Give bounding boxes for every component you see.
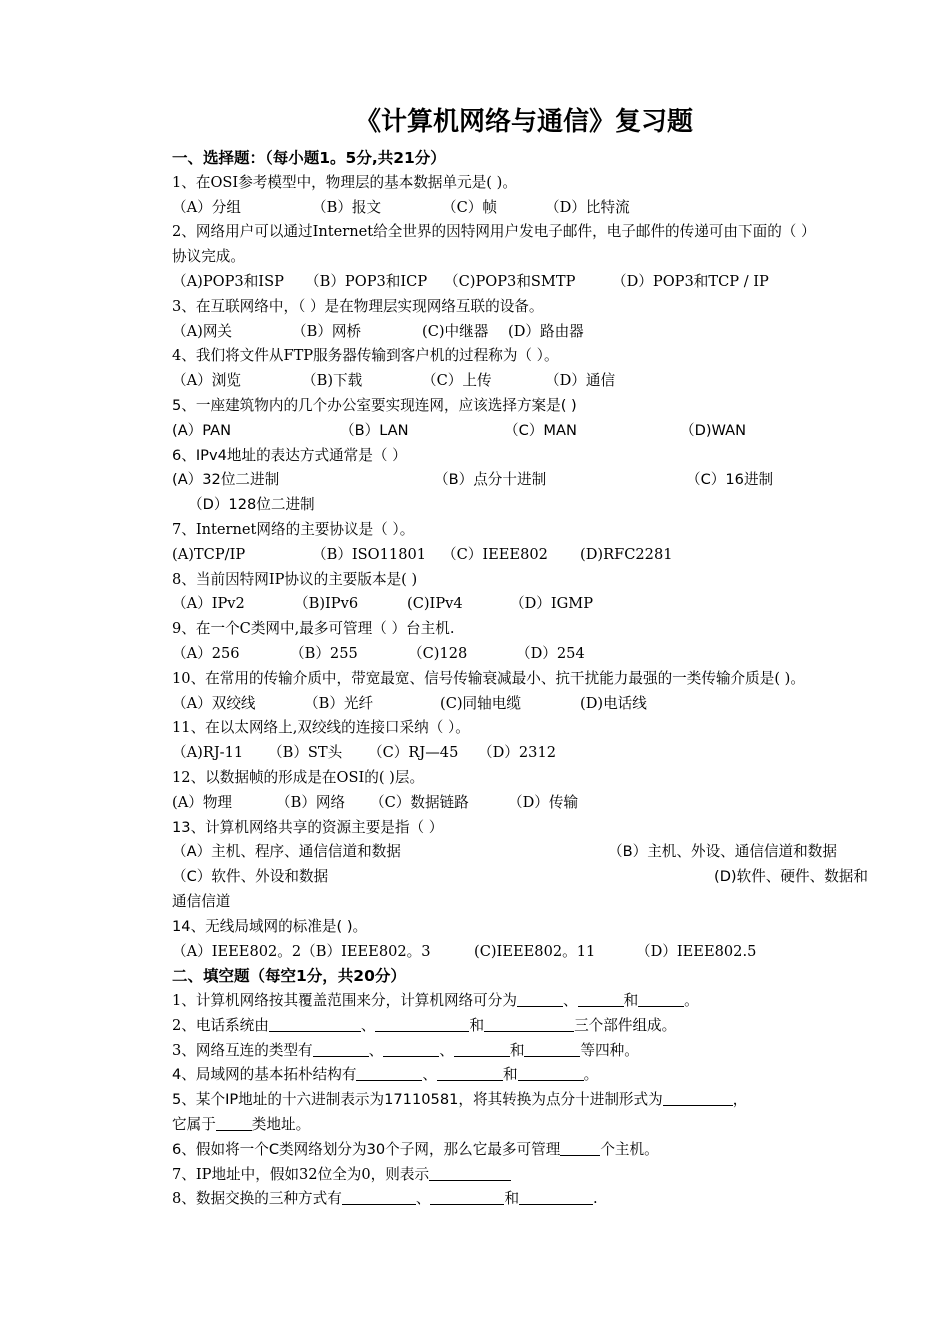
answer-blank[interactable] — [519, 1188, 593, 1205]
option-c: （C）IEEE802 — [442, 545, 548, 563]
option-b: （B）ST头 — [268, 744, 343, 762]
fill-8: 8、数据交换的三种方式有 、 和 . — [172, 1190, 598, 1208]
fill-6: 6、假如将一个C类网络划分为30个子网，那么它最多可管理 个主机。 — [172, 1140, 659, 1158]
option-d: （D）IGMP — [510, 595, 594, 613]
option-c: (C)IEEE802。11 — [474, 942, 596, 960]
option-c: （C）MAN — [504, 421, 577, 439]
question-2-options — [172, 270, 912, 295]
question-13-options-row2 — [172, 865, 912, 890]
question-2-cont: 协议完成。 — [172, 248, 245, 266]
option-c: (C)中继器 — [422, 322, 489, 340]
answer-blank[interactable] — [518, 1064, 584, 1081]
option-d: （D）比特流 — [545, 198, 630, 216]
option-b: （B）255 — [290, 644, 358, 662]
answer-blank[interactable] — [269, 1015, 361, 1032]
option-b: （B）网桥 — [292, 322, 362, 340]
option-b: （B）报文 — [312, 198, 382, 216]
option-d: （D）POP3和TCP / IP — [612, 272, 769, 290]
question-8-options — [172, 592, 912, 617]
question-3-options — [172, 320, 912, 345]
option-b: （B）点分十进制 — [434, 471, 547, 489]
fill-4: 4、局域网的基本拓朴结构有 、 和 。 — [172, 1066, 599, 1084]
section-heading-choice: 一、选择题：（每小题1。5分,共21分） — [172, 149, 446, 167]
option-a: （A）主机、程序、通信信道和数据 — [172, 843, 401, 861]
answer-blank[interactable] — [313, 1040, 369, 1057]
answer-blank[interactable] — [638, 990, 684, 1007]
question-8: 8、当前因特网IP协议的主要版本是( ) — [172, 570, 418, 588]
fill-5-cont: 它属于 类地址。 — [172, 1116, 311, 1134]
answer-blank[interactable] — [484, 1015, 574, 1032]
question-5-options — [172, 419, 912, 444]
question-6: 6、IPv4地址的表达方式通常是（ ） — [172, 446, 407, 464]
option-d: (D)软件、硬件、数据和 — [714, 868, 868, 886]
option-d: （D）128位二进制 — [188, 496, 315, 514]
option-b: （B）网络 — [276, 793, 346, 811]
option-b: （B）POP3和ICP — [305, 272, 428, 290]
option-b: （B)IPv6 — [294, 595, 359, 613]
option-c: （C)128 — [408, 644, 468, 662]
option-a: （A）分组 — [172, 198, 241, 216]
option-c: （C）软件、外设和数据 — [172, 868, 329, 886]
question-9-options — [172, 642, 912, 667]
question-7-options — [172, 543, 912, 568]
question-14: 14、无线局域网的标准是( )。 — [172, 917, 368, 935]
option-b: （B）ISO11801 — [312, 545, 427, 563]
option-c: (C)IPv4 — [407, 595, 463, 613]
option-a: （A）IPv2 — [172, 595, 245, 613]
option-a: （A）浏览 — [172, 372, 241, 390]
answer-blank[interactable] — [454, 1040, 510, 1057]
option-d: （D)WAN — [680, 421, 747, 439]
question-3: 3、在互联网络中，（ ）是在物理层实现网络互联的设备。 — [172, 297, 544, 315]
question-14-options — [172, 940, 912, 965]
page-title: 《计算机网络与通信》复习题 — [355, 107, 694, 137]
question-6-options-cont — [172, 493, 912, 518]
fill-5: 5、某个IP地址的十六进制表示为17110581，将其转换为点分十进制形式为 ， — [172, 1091, 748, 1109]
answer-blank[interactable] — [375, 1015, 469, 1032]
question-6-options — [172, 468, 912, 493]
option-a: （A）双绞线 — [172, 694, 256, 712]
option-a: （A)网关 — [172, 322, 233, 340]
question-5: 5、一座建筑物内的几个办公室要实现连网，应该选择方案是( ) — [172, 396, 577, 414]
option-a: (A）物理 — [172, 793, 233, 811]
question-10: 10、在常用的传输介质中，带宽最宽、信号传输衰减最小、抗干扰能力最强的一类传输介质是( )。 — [172, 669, 805, 687]
answer-blank[interactable] — [216, 1114, 252, 1131]
answer-blank[interactable] — [517, 990, 563, 1007]
option-a: （A)RJ-11 — [172, 744, 244, 762]
option-a: (A)TCP/IP — [172, 545, 246, 563]
option-c: (C)同轴电缆 — [440, 694, 521, 712]
answer-blank[interactable] — [356, 1064, 422, 1081]
question-9: 9、在一个C类网中,最多可管理（ ）台主机. — [172, 620, 455, 638]
option-c: （C)POP3和SMTP — [444, 272, 576, 290]
answer-blank[interactable] — [383, 1040, 439, 1057]
question-1: 1、在OSI参考模型中，物理层的基本数据单元是( )。 — [172, 173, 517, 191]
answer-blank[interactable] — [663, 1089, 733, 1106]
answer-blank[interactable] — [578, 990, 624, 1007]
option-d: （D）254 — [516, 644, 585, 662]
fill-3: 3、网络互连的类型有 、 、 和 等四种。 — [172, 1041, 639, 1059]
option-a-b: （A）IEEE802。2（B）IEEE802。3 — [172, 942, 431, 960]
question-10-options — [172, 692, 912, 717]
option-d: （D）2312 — [478, 744, 557, 762]
option-c: （C）上传 — [422, 372, 492, 390]
question-13-options-wrap: 通信信道 — [172, 892, 231, 910]
answer-blank[interactable] — [342, 1188, 416, 1205]
question-7: 7、Internet网络的主要协议是（ ）。 — [172, 520, 415, 538]
section-heading-fill: 二、填空题（每空1分，共20分） — [172, 967, 406, 986]
question-12: 12、以数据帧的形成是在OSI的( )层。 — [172, 768, 425, 786]
option-c: （C）数据链路 — [370, 793, 469, 811]
fill-7: 7、IP地址中，假如32位全为0，则表示 — [172, 1163, 912, 1188]
option-d: （D）IEEE802.5 — [636, 942, 757, 960]
option-a: （A)POP3和ISP — [172, 272, 284, 290]
option-d: (D)RFC2281 — [580, 545, 673, 563]
question-1-options — [172, 196, 912, 221]
answer-blank[interactable] — [430, 1188, 504, 1205]
question-13-options-row1 — [172, 840, 912, 865]
option-a: （A）256 — [172, 644, 240, 662]
question-4: 4、我们将文件从FTP服务器传输到客户机的过程称为（ ）。 — [172, 347, 559, 365]
answer-blank[interactable] — [437, 1064, 503, 1081]
option-a: (A）PAN — [172, 421, 232, 439]
option-c: （C）帧 — [442, 198, 497, 216]
option-b: （B）主机、外设、通信信道和数据 — [608, 843, 837, 861]
question-11-options — [172, 741, 912, 766]
question-13: 13、计算机网络共享的资源主要是指（ ） — [172, 818, 444, 836]
answer-blank[interactable] — [524, 1040, 580, 1057]
question-4-options — [172, 369, 912, 394]
document-body — [172, 146, 912, 1212]
question-12-options — [172, 791, 912, 816]
question-11: 11、在以太网络上,双绞线的连接口采纳（ ）。 — [172, 719, 470, 737]
option-c: （C）16进制 — [686, 471, 774, 489]
option-b: （B）LAN — [340, 421, 409, 439]
option-b: （B)下载 — [302, 372, 363, 390]
question-2: 2、网络用户可以通过Internet给全世界的因特网用户发电子邮件，电子邮件的传递可由下面的（ ） — [172, 223, 816, 241]
option-d: （D）传输 — [508, 793, 579, 811]
option-d: （D）通信 — [545, 372, 616, 390]
fill-2: 2、电话系统由 、 和 三个部件组成。 — [172, 1016, 677, 1034]
fill-1: 1、计算机网络按其覆盖范围来分，计算机网络可分为 、 和 。 — [172, 992, 699, 1010]
option-d: (D）路由器 — [508, 322, 584, 340]
answer-blank[interactable] — [429, 1164, 511, 1181]
option-b: （B）光纤 — [304, 694, 374, 712]
option-d: (D)电话线 — [580, 694, 647, 712]
answer-blank[interactable] — [560, 1139, 600, 1156]
option-c: （C）RJ—45 — [368, 744, 459, 762]
option-a: (A）32位二进制 — [172, 471, 280, 489]
